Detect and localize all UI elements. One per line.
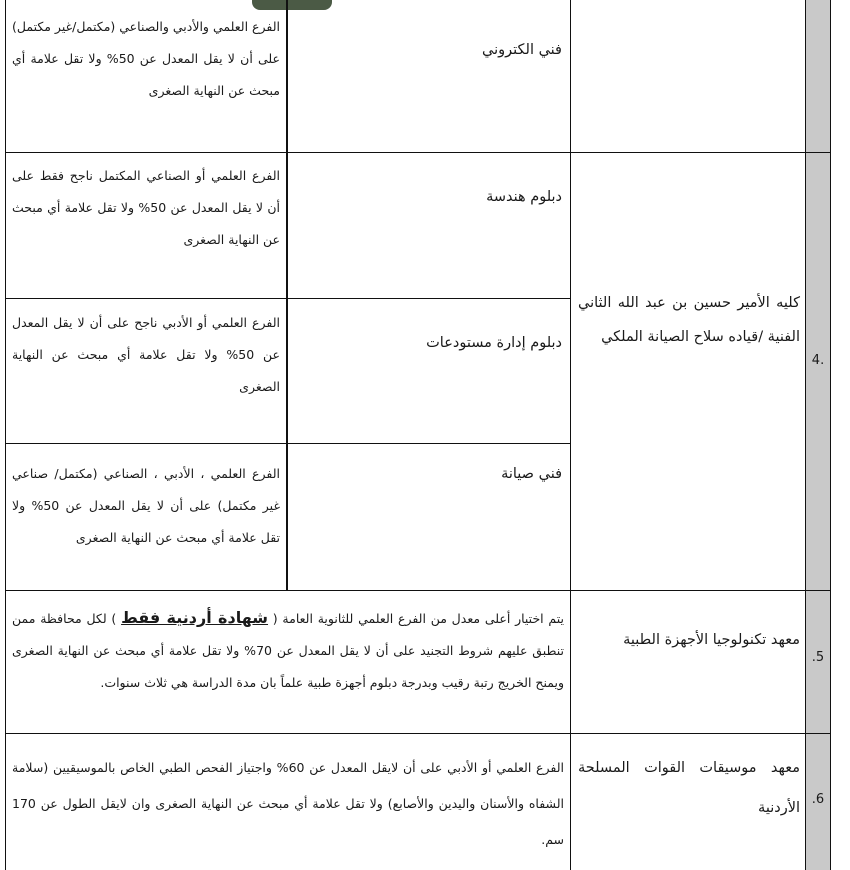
- row-number: .5: [811, 650, 825, 665]
- number-column-shade: [805, 0, 830, 870]
- specialty-label: دبلوم هندسة: [486, 189, 562, 205]
- requirement-part: يتم اختيار أعلى معدل من الفرع العلمي للثانوية العامة (: [272, 611, 564, 626]
- college-name: معهد موسيقات القوات المسلحة الأردنية: [578, 760, 800, 816]
- college-name: معهد تكنولوجيا الأجهزة الطبية: [623, 632, 800, 648]
- table-border-left: [5, 0, 6, 870]
- table-border-specialty: [570, 0, 571, 870]
- specialty-label: فني الكتروني: [482, 42, 562, 58]
- requirement-text: الفرع العلمي ، الأدبي ، الصناعي (مكتمل/ صناعي غير مكتمل) على أن لا يقل المعدل عن 50% ولا تقل علامة أي مبحث عن النهاية الصغرى: [12, 466, 280, 545]
- requirement-text: الفرع العلمي أو الصناعي المكتمل ناجح فقط على أن لا يقل المعدل عن 50% ولا تقل علامة أي مبحث عن النهاية الصغرى: [12, 168, 281, 247]
- college-name: كليه الأمير حسين بن عبد الله الثاني الفنية /قياده سلاح الصيانة الملكي: [578, 295, 800, 345]
- requirement-emphasis: شهادة أردنية فقط: [121, 608, 269, 627]
- requirement-text: الفرع العلمي أو الأدبي ناجح على أن لا يقل المعدل عن 50% ولا تقل علامة أي مبحث عن النهاية الصغرى: [12, 315, 280, 394]
- requirement-text: الفرع العلمي والأدبي والصناعي (مكتمل/غير مكتمل) على أن لا يقل المعدل عن 50% ولا تقل علامة أي مبحث عن النهاية الصغرى: [12, 19, 281, 98]
- requirement-text: [12, 602, 564, 699]
- row-number: 4.: [811, 353, 825, 368]
- table-border-college: [805, 0, 806, 870]
- table-border-right: [830, 0, 831, 870]
- row-divider: [5, 590, 831, 591]
- specialty-label: فني صيانة: [501, 466, 562, 482]
- row-divider: [5, 733, 831, 734]
- header-tab-decoration: [252, 0, 332, 10]
- requirement-part: ) لكل محافظة ممن تنطبق عليهم شروط التجنيد على أن لا يقل المعدل عن 70% ولا تقل علامة أي مبحث عن النهاية الصغرى ويمنح الخريج رتبة رقيب وبدرجة دبلوم أجهزة طبية علماً بان مدة الدراسة هي ثلاث سنوات.: [12, 611, 565, 690]
- row-divider: [5, 443, 571, 444]
- table-border-requirement: [286, 0, 288, 590]
- row-divider: [5, 298, 571, 299]
- requirement-text: الفرع العلمي أو الأدبي على أن لايقل المعدل عن 60% واجتياز الفحص الطبي الخاص بالموسيقيين (سلامة الشفاه والأسنان واليدين والأصابع) ولا تقل علامة أي مبحث عن النهاية الصغرى وان لايقل الطول عن 170 سم.: [12, 760, 564, 847]
- specialty-label: دبلوم إدارة مستودعات: [426, 335, 562, 351]
- row-divider: [5, 152, 831, 153]
- row-number: .6: [811, 792, 825, 807]
